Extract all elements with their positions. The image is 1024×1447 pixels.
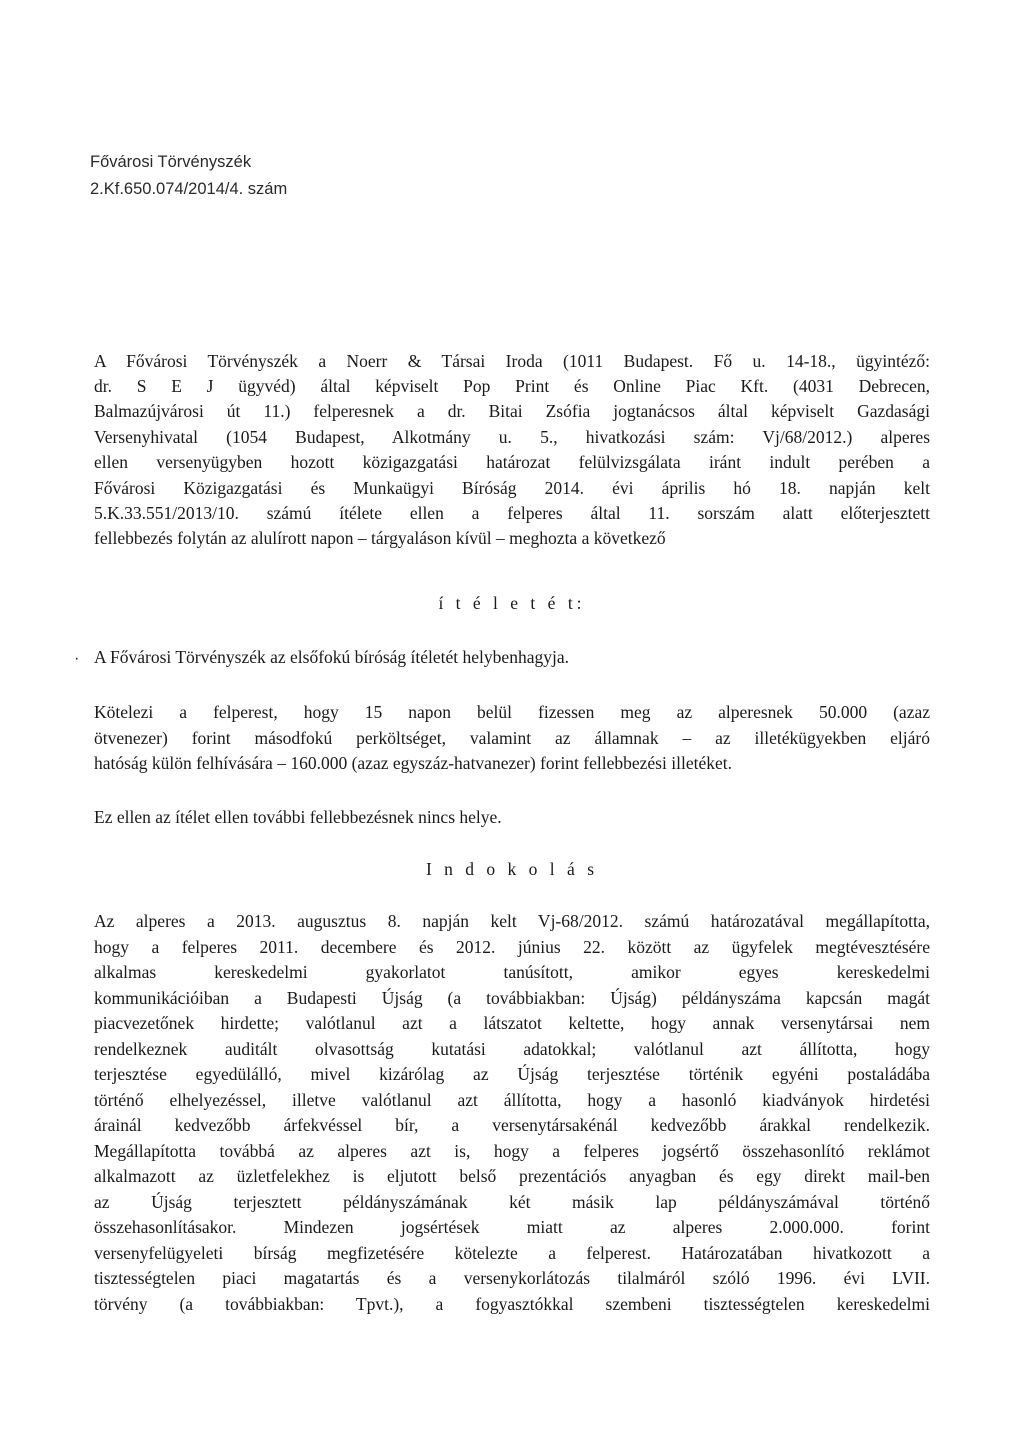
ruling-text: A Fővárosi Törvényszék az elsőfokú bíróság ítéletét helybenhagyja. — [94, 647, 569, 667]
reasoning-line: törvény (a továbbiakban: Tpvt.), a fogyasztókkal szembeni tisztességtelen kereskedelmi — [94, 1294, 930, 1314]
intro-line: Balmazújvárosi út 11.) felperesnek a dr. Bitai Zsófia jogtanácsos által képviselt Gazdasági — [94, 401, 930, 421]
reasoning-line: összehasonlításakor. Mindezen jogsértések miatt az alperes 2.000.000. forint — [94, 1217, 930, 1237]
judgment-heading: í t é l e t é t: — [438, 593, 586, 613]
court-name: Fővárosi Törvényszék — [90, 153, 252, 171]
reasoning-line: Megállapította továbbá az alperes azt is, hogy a felperes jogsértő összehasonlító reklámot — [94, 1141, 930, 1161]
reasoning-line: alkalmazott az üzletfelekhez is eljutott belső prezentációs anyagban és egy direkt mail-ben — [94, 1166, 930, 1186]
intro-line: fellebbezés folytán az alulírott napon – tárgyaláson kívül – meghozta a következő — [94, 528, 666, 548]
reasoning-line: piacvezetőnek hirdette; valótlanul azt a látszatot keltette, hogy annak versenytársai nem — [94, 1013, 930, 1033]
intro-line: Versenyhivatal (1054 Budapest, Alkotmány u. 5., hivatkozási szám: Vj/68/2012.) alperes — [94, 427, 930, 447]
case-number: 2.Kf.650.074/2014/4. szám — [90, 180, 288, 198]
costs-line: hatóság külön felhívására – 160.000 (azaz egyszáz-hatvanezer) forint fellebbezési illetéket. — [94, 753, 732, 773]
intro-line: ellen versenyügyben hozott közigazgatási határozat felülvizsgálata iránt indult perében a — [94, 452, 930, 472]
reasoning-line: történő elhelyezéssel, illetve valótlanul azt állította, hogy a hasonló kiadványok hirdetési — [94, 1090, 930, 1110]
intro-line: 5.K.33.551/2013/10. számú ítélete ellen a felperes által 11. sorszám alatt előterjesztett — [94, 503, 930, 523]
reasoning-line: kommunikációiban a Budapesti Újság (a továbbiakban: Újság) példányszáma kapcsán magát — [94, 988, 930, 1008]
costs-line: ötvenezer) forint másodfokú perköltséget, valamint az államnak – az illetékügyekben eljáró — [94, 728, 930, 748]
reasoning-heading: I n d o k o l á s — [425, 859, 599, 879]
intro-line: A Fővárosi Törvényszék a Noerr & Társai Iroda (1011 Budapest. Fő u. 14-18., ügyintéző: — [94, 351, 930, 371]
reasoning-line: az Újság terjesztett példányszámának két másik lap példányszámával történő — [94, 1192, 930, 1212]
reasoning-line: tisztességtelen piaci magatartás és a versenykorlátozás tilalmáról szóló 1996. évi LVII. — [94, 1268, 930, 1288]
intro-line: Fővárosi Közigazgatási és Munkaügyi Bíróság 2014. évi április hó 18. napján kelt — [94, 478, 930, 498]
reasoning-line: rendelkeznek auditált olvasottság kutatási adatokkal; valótlanul azt állította, hogy — [94, 1039, 930, 1059]
reasoning-line: versenyfelügyeleti bírság megfizetésére kötelezte a felperest. Határozatában hivatkozott a — [94, 1243, 930, 1263]
intro-line: dr. S E J ügyvéd) által képviselt Pop Print és Online Piac Kft. (4031 Debrecen, — [94, 376, 930, 396]
costs-line: Kötelezi a felperest, hogy 15 napon belül fizessen meg az alperesnek 50.000 (azaz — [94, 702, 930, 722]
no-appeal-text: Ez ellen az ítélet ellen további fellebbezésnek nincs helye. — [94, 807, 502, 827]
reasoning-line: alkalmas kereskedelmi gyakorlatot tanúsított, amikor egyes kereskedelmi — [94, 962, 930, 982]
reasoning-line: Az alperes a 2013. augusztus 8. napján kelt Vj-68/2012. számú határozatával megállapította, — [94, 911, 930, 931]
reasoning-line: hogy a felperes 2011. decembere és 2012. június 22. között az ügyfelek megtévesztésére — [94, 937, 930, 957]
reasoning-line: terjesztése egyedülálló, mivel kizárólag az Újság terjesztése történik egyéni postaládába — [94, 1064, 930, 1084]
bullet-mark: · — [74, 650, 80, 667]
reasoning-line: árainál kedvezőbb árfekvéssel bír, a versenytársakénál kedvezőbb árakkal rendelkezik. — [94, 1115, 930, 1135]
